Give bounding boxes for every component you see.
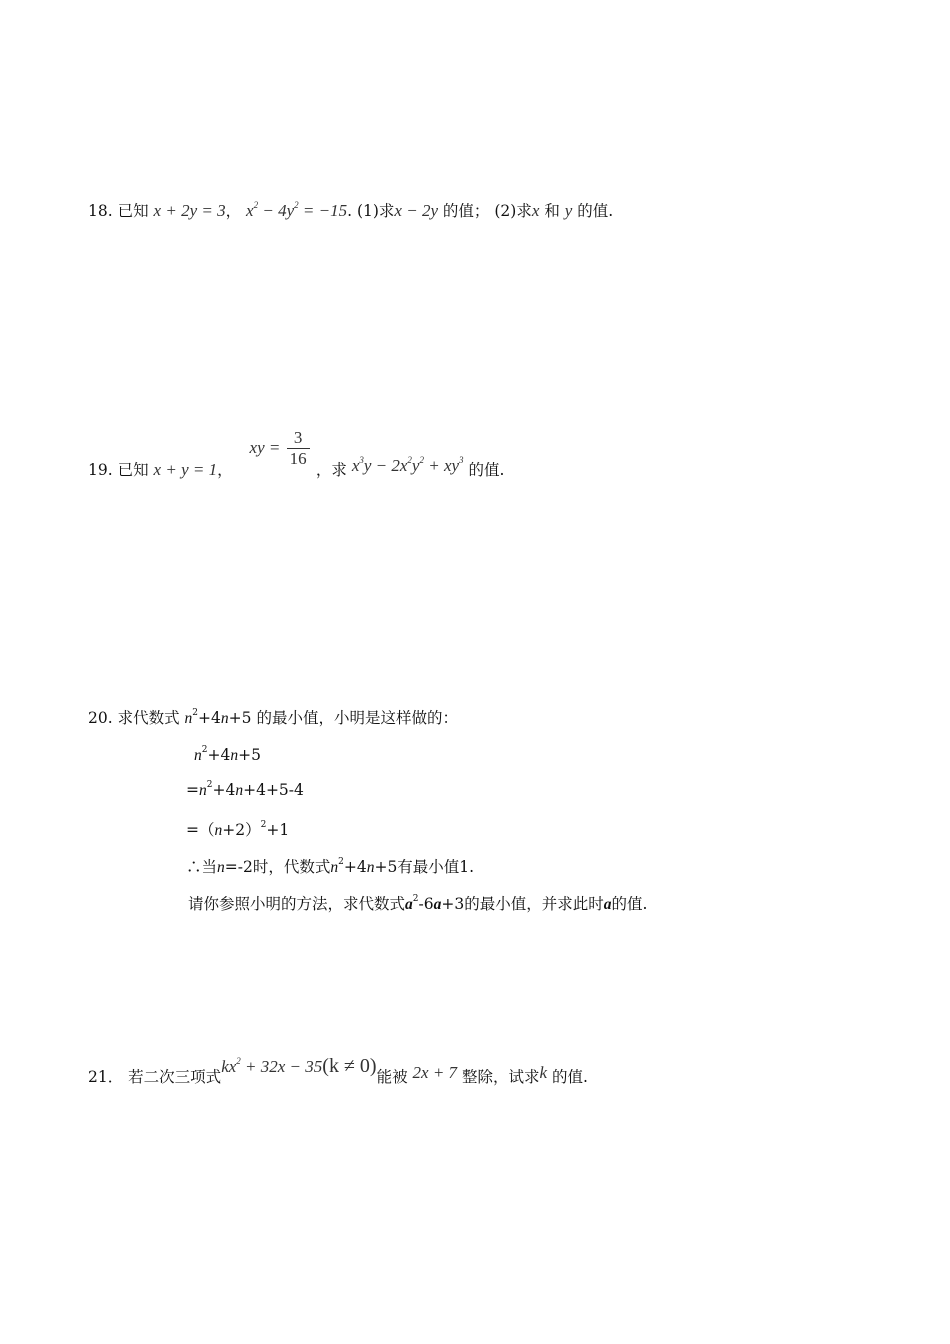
problem-19: 19. 已知 x + y = 1， xy = $\frac{3}{16}$ ，求 $x^3y - 2x^2y^2 + xy^3$ 的值. bbox=[88, 428, 505, 479]
problem-number: 21． bbox=[88, 1068, 124, 1086]
expression: x − 2y bbox=[394, 201, 438, 220]
problem-number: 18. bbox=[88, 202, 113, 220]
solution-line-3: $=(n+2)^2+1$ bbox=[186, 820, 290, 839]
expression: $x^3y - 2x^2y^2 + xy^3$ bbox=[351, 454, 464, 475]
equation: x + y = 1 bbox=[153, 459, 218, 479]
solution-line-5: 请你参照小明的方法，求代数式$a^2-6a+3$的最小值，并求此时a的值. bbox=[188, 894, 648, 913]
problem-number: 19. bbox=[88, 460, 113, 479]
fraction-equation: xy = $\frac{3}{16}$ bbox=[250, 438, 316, 457]
solution-line-4: ∴当n=-2时，代数式$n^2+4n+5$有最小值1. bbox=[186, 857, 475, 876]
solution-line-2: $=n^2+4n+4+5-4$ bbox=[186, 780, 304, 799]
problem-21: 21． 若二次三项式$kx^2 + 32x - 35(k \ne 0)$能被 2x + 7 整除，试求k 的值. bbox=[88, 1055, 588, 1086]
problem-18: 18. 已知 x + 2y = 3， $x^2 - 4y^2 = -15$. (1)求x − 2y 的值； (2)求x 和 y 的值. bbox=[88, 200, 614, 220]
solution-line-1: $n^2+4n+5$ bbox=[194, 745, 261, 764]
equation: x + 2y = 3 bbox=[153, 201, 226, 220]
polynomial: $kx^2 + 32x - 35(k \ne 0)$ bbox=[221, 1055, 377, 1077]
problem-number: 20. bbox=[88, 709, 113, 727]
equation: $x^2 - 4y^2 = -15$ bbox=[246, 200, 348, 220]
divisor: 2x + 7 bbox=[412, 1063, 458, 1082]
problem-20-intro: 20. 求代数式 $n^2+4n+5$ 的最小值，小明是这样做的： bbox=[88, 708, 458, 727]
